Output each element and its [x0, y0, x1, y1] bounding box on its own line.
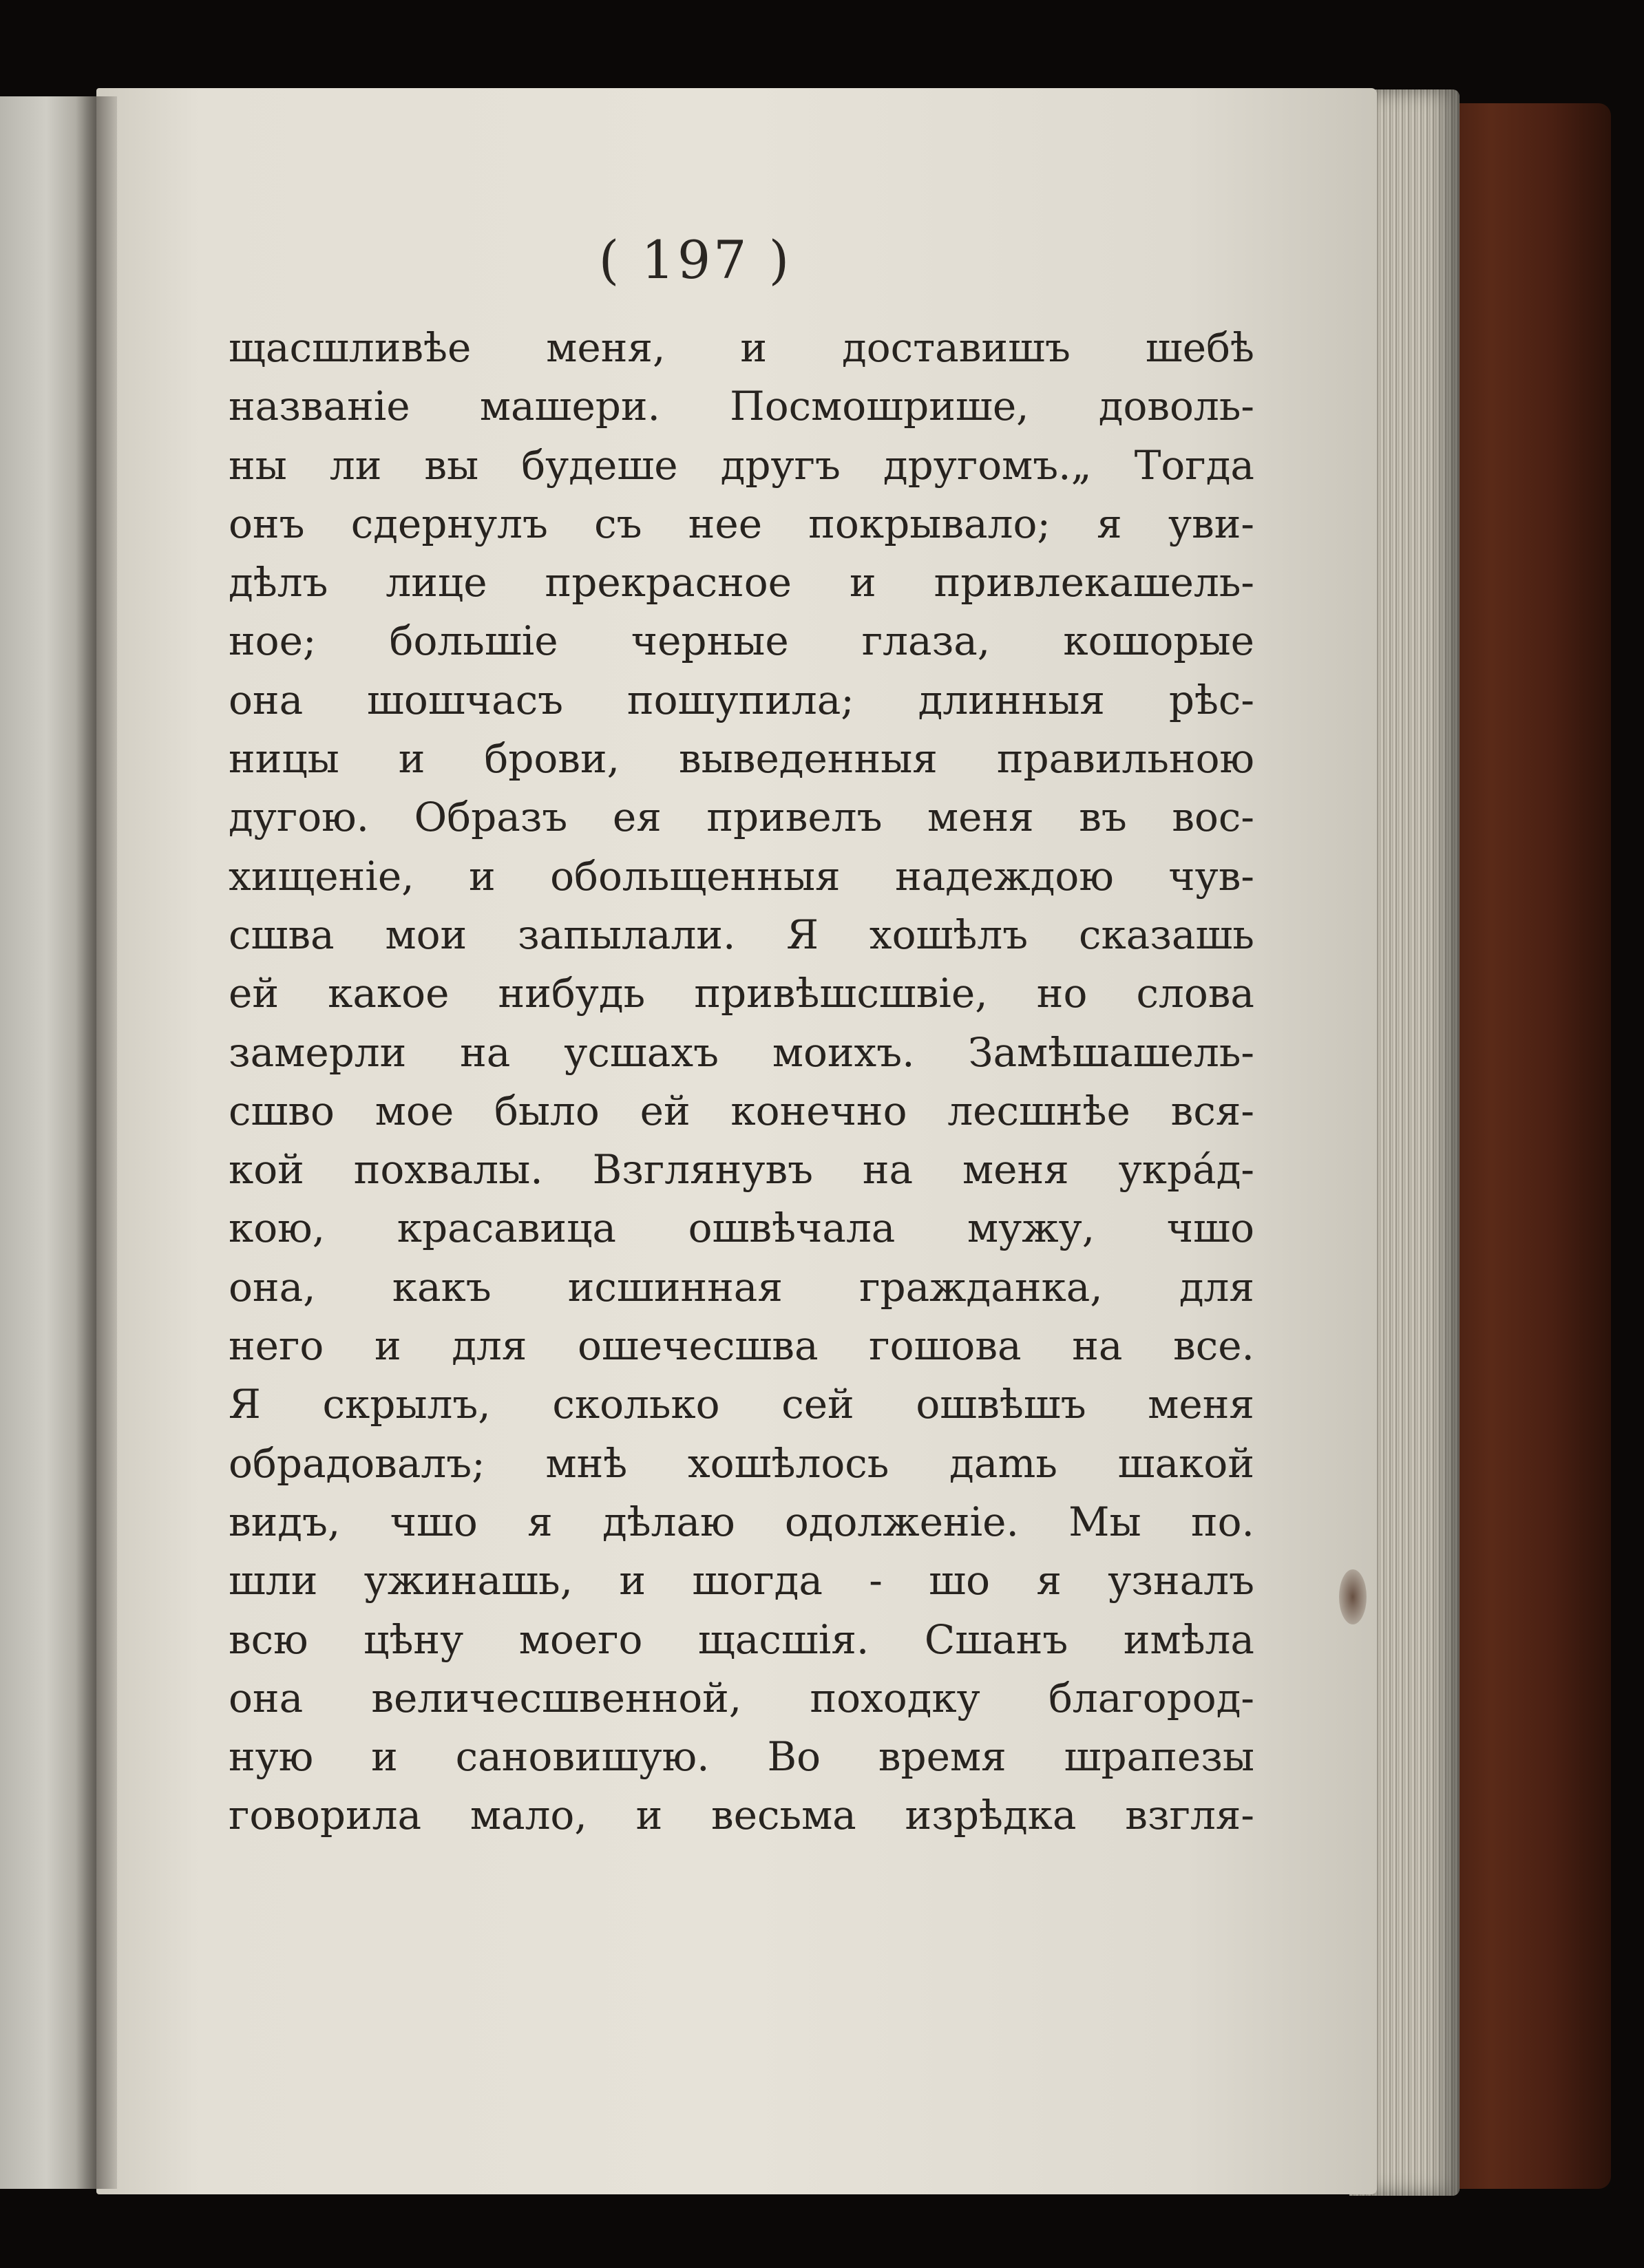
page-stain	[1339, 1569, 1367, 1624]
book-page	[96, 88, 1377, 2194]
text-line: всю цѣну моего щасшія. Сшанъ имѣла	[229, 1615, 1254, 1663]
text-line: сшво мое было ей конечно лесшнѣе вся-	[229, 1087, 1254, 1134]
text-line: Я скрылъ, сколько сей ошвѣшъ меня	[229, 1381, 1254, 1428]
text-line: него и для ошечесшва гошова на все.	[229, 1322, 1254, 1370]
text-line: говорила мало, и весьма изрѣдка взгля-	[229, 1792, 1254, 1839]
text-line: она величесшвенной, походку благород-	[229, 1674, 1254, 1721]
text-line: названіе машери. Посмошрише, доволь-	[229, 383, 1254, 430]
text-line: она шошчасъ пошупила; длинныя рѣс-	[229, 676, 1254, 723]
text-line: дугою. Образъ ея привелъ меня въ вос-	[229, 794, 1254, 841]
text-line: шли ужинашь, и шогда - шо я узналъ	[229, 1557, 1254, 1604]
text-line: онъ сдернулъ съ нее покрывало; я уви-	[229, 500, 1254, 547]
text-line: кой похвалы. Взглянувъ на меня укрáд-	[229, 1146, 1254, 1194]
text-line: обрадовалъ; мнѣ хошѣлось даmь шакой	[229, 1439, 1254, 1487]
body-text	[229, 319, 1254, 1845]
text-line: дѣлъ лице прекрасное и привлекашель-	[229, 559, 1254, 606]
text-line: ны ли вы будеше другъ другомъ.„ Тогда	[229, 441, 1254, 489]
text-line: ей какое нибудь привѣшсшвіе, но слова	[229, 970, 1254, 1017]
text-line: ное; большіе черные глаза, кошорые	[229, 617, 1254, 665]
text-line: хищеніе, и обольщенныя надеждою чув-	[229, 852, 1254, 900]
text-line: замерли на усшахъ моихъ. Замѣшашель-	[229, 1028, 1254, 1076]
gutter-shadow	[76, 96, 117, 2189]
text-line: щасшливѣе меня, и доставишъ шебѣ	[229, 324, 1254, 371]
text-line: сшва мои запылали. Я хошѣлъ сказашь	[229, 911, 1254, 958]
page-number: ( 197 )	[598, 229, 792, 290]
text-line: ную и сановишую. Во время шрапезы	[229, 1733, 1254, 1781]
text-line: она, какъ исшинная гражданка, для	[229, 1263, 1254, 1311]
text-line: кою, красавица ошвѣчала мужу, чшо	[229, 1205, 1254, 1252]
text-line: видъ, чшо я дѣлаю одолженіе. Мы по.	[229, 1498, 1254, 1545]
text-line: ницы и брови, выведенныя правильною	[229, 735, 1254, 783]
